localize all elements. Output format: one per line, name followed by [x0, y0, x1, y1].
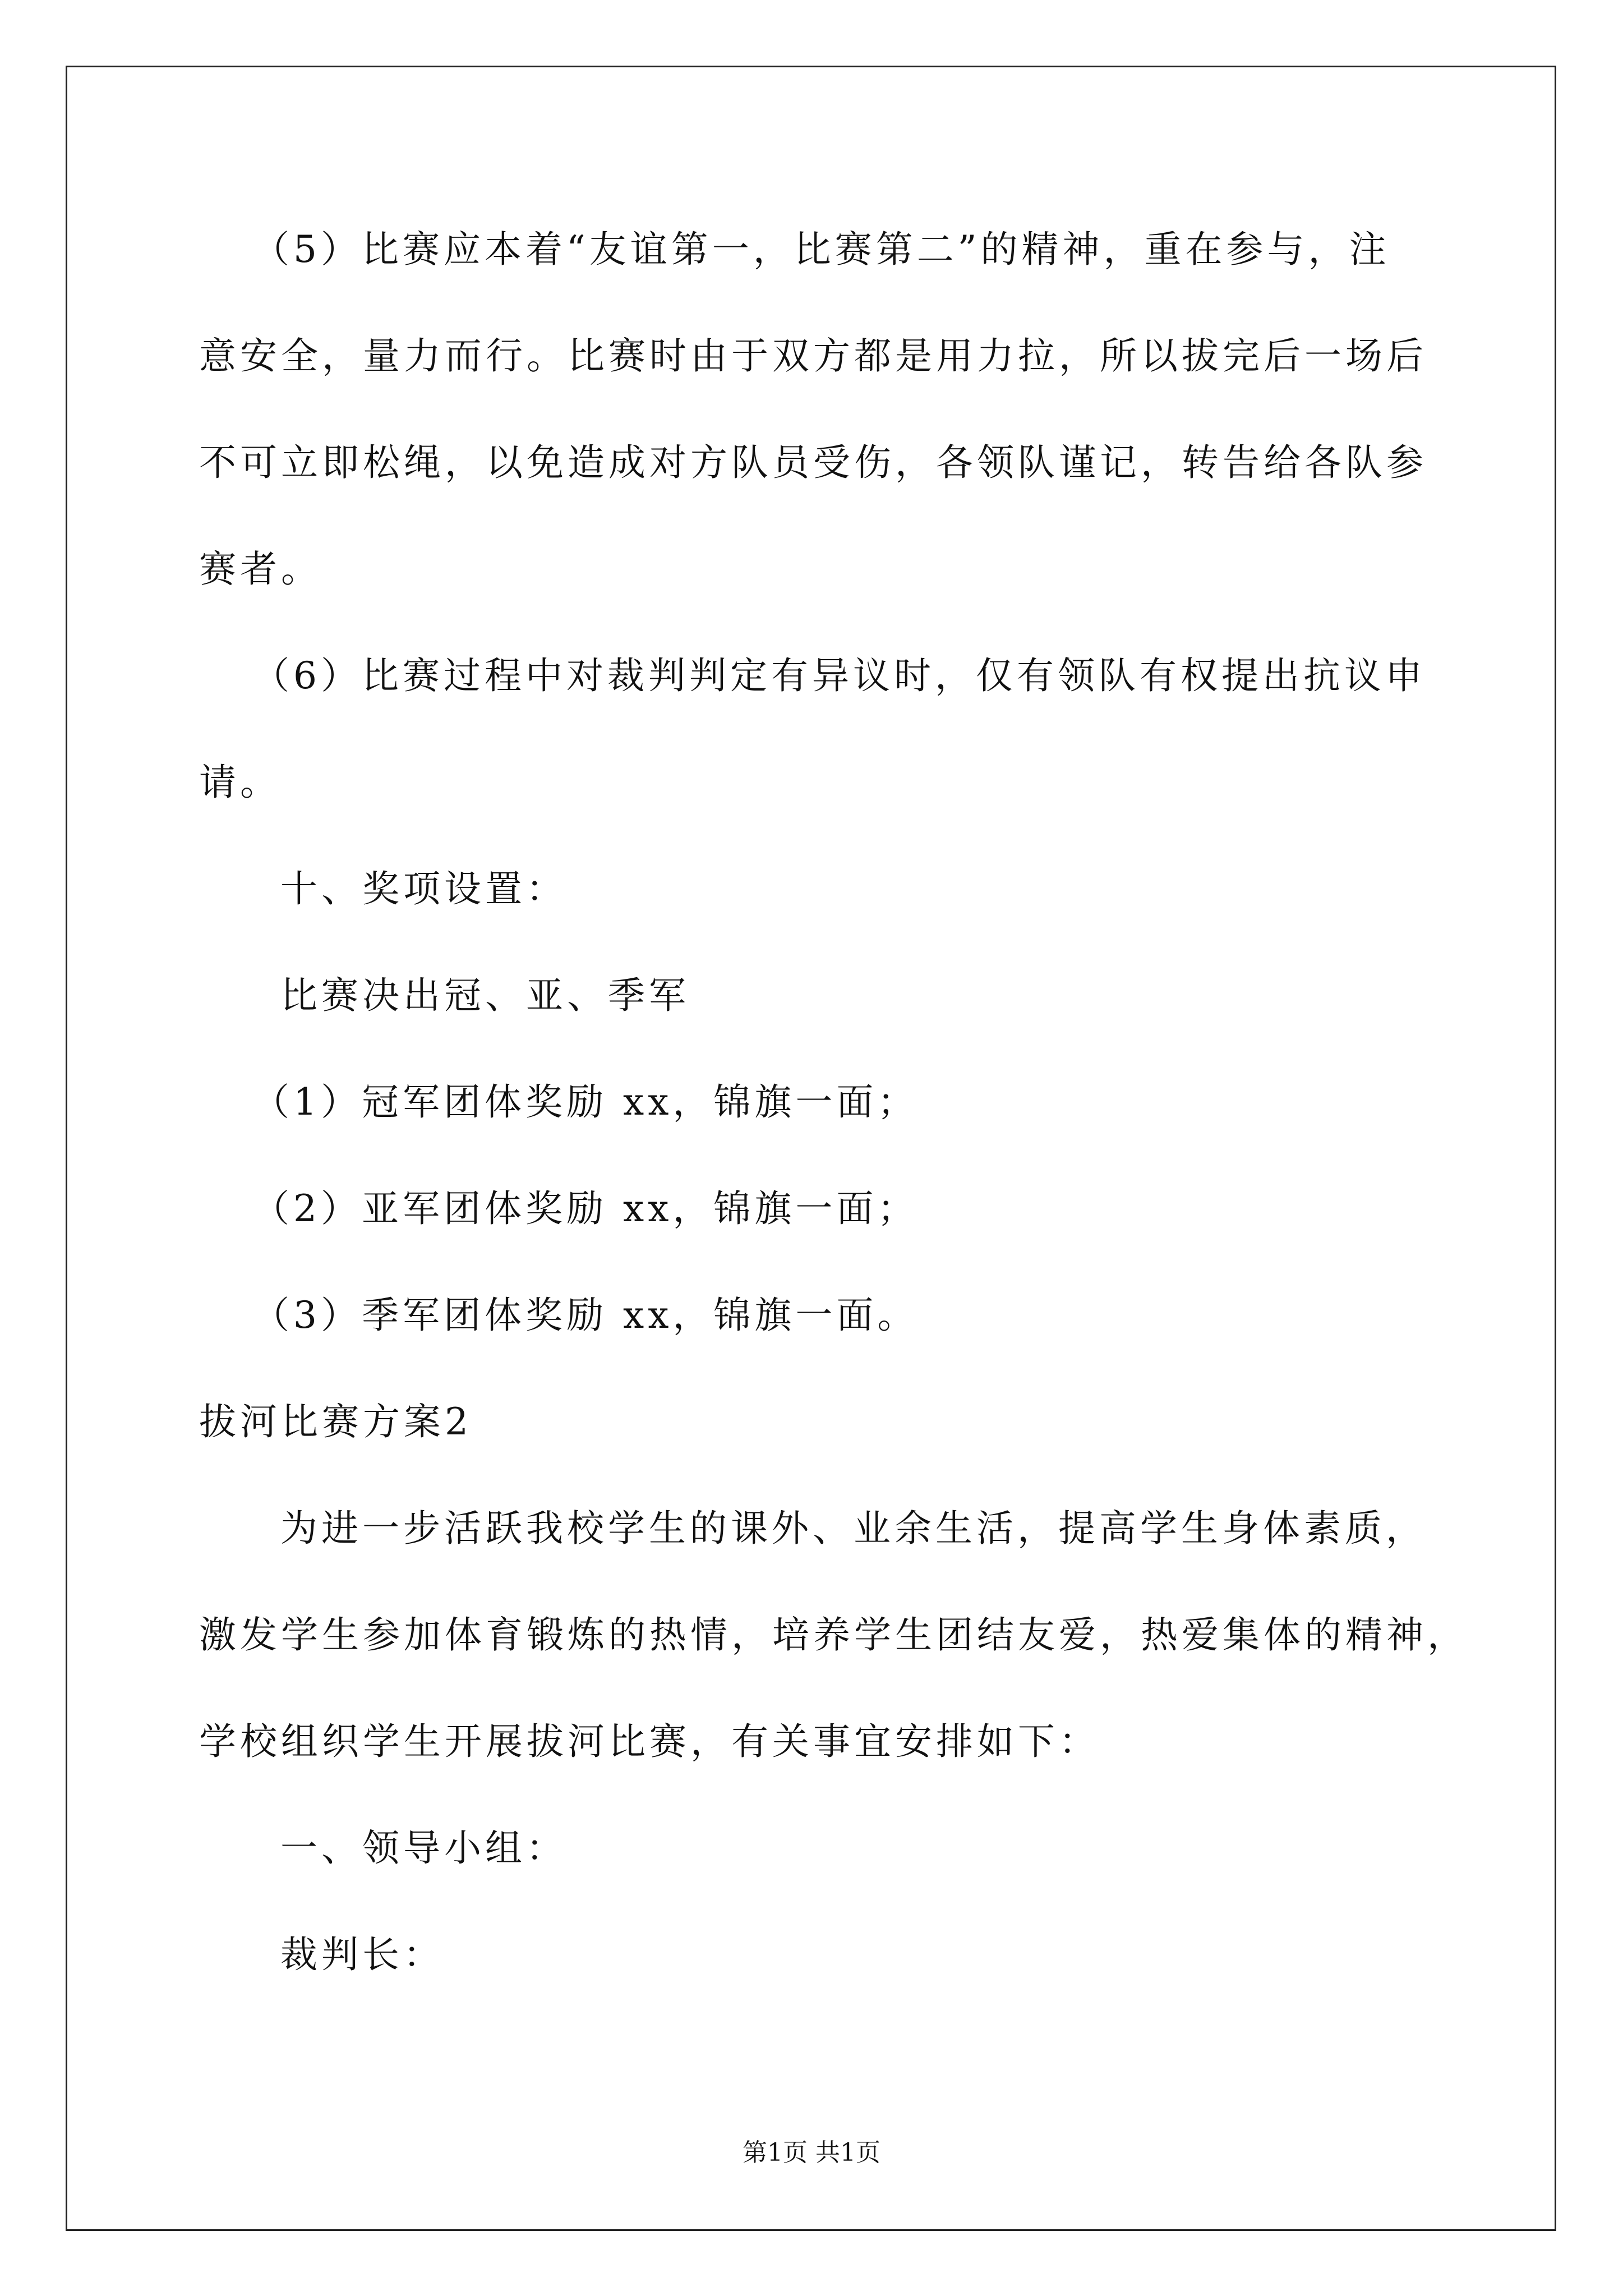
- paragraph-line: 学校组织学生开展拔河比赛，有关事宜安排如下：: [199, 1720, 1100, 1763]
- paragraph-line: 裁判长：: [280, 1933, 444, 1976]
- paragraph-line: 比赛决出冠、亚、季军: [280, 974, 690, 1017]
- paragraph-line: （5）比赛应本着“友谊第一，比赛第二”的精神，重在参与，注: [252, 228, 1390, 271]
- section-heading: 一、领导小组：: [280, 1826, 567, 1870]
- paragraph-line: 赛者。: [199, 547, 322, 591]
- document-title: 拔河比赛方案2: [199, 1400, 472, 1443]
- paragraph-line: 不可立即松绳，以免造成对方队员受伤，各领队谨记，转告给各队参: [199, 441, 1427, 484]
- section-heading: 十、奖项设置：: [280, 867, 567, 910]
- list-item: （2）亚军团体奖励 xx，锦旗一面；: [252, 1187, 919, 1230]
- page-footer: 第1页 共1页: [743, 2138, 880, 2167]
- list-item: （1）冠军团体奖励 xx，锦旗一面；: [252, 1080, 919, 1124]
- paragraph-line: 请。: [199, 761, 281, 804]
- paragraph-line: （6）比赛过程中对裁判判定有异议时，仅有领队有权提出抗议申: [252, 654, 1426, 697]
- list-item: （3）季军团体奖励 xx，锦旗一面。: [252, 1294, 919, 1337]
- page-border: [66, 66, 1556, 2231]
- paragraph-line: 意安全，量力而行。比赛时由于双方都是用力拉，所以拔完后一场后: [199, 334, 1427, 378]
- paragraph-line: 激发学生参加体育锻炼的热情，培养学生团结友爱，热爱集体的精神，: [199, 1613, 1468, 1657]
- paragraph-line: 为进一步活跃我校学生的课外、业余生活，提高学生身体素质，: [280, 1507, 1427, 1550]
